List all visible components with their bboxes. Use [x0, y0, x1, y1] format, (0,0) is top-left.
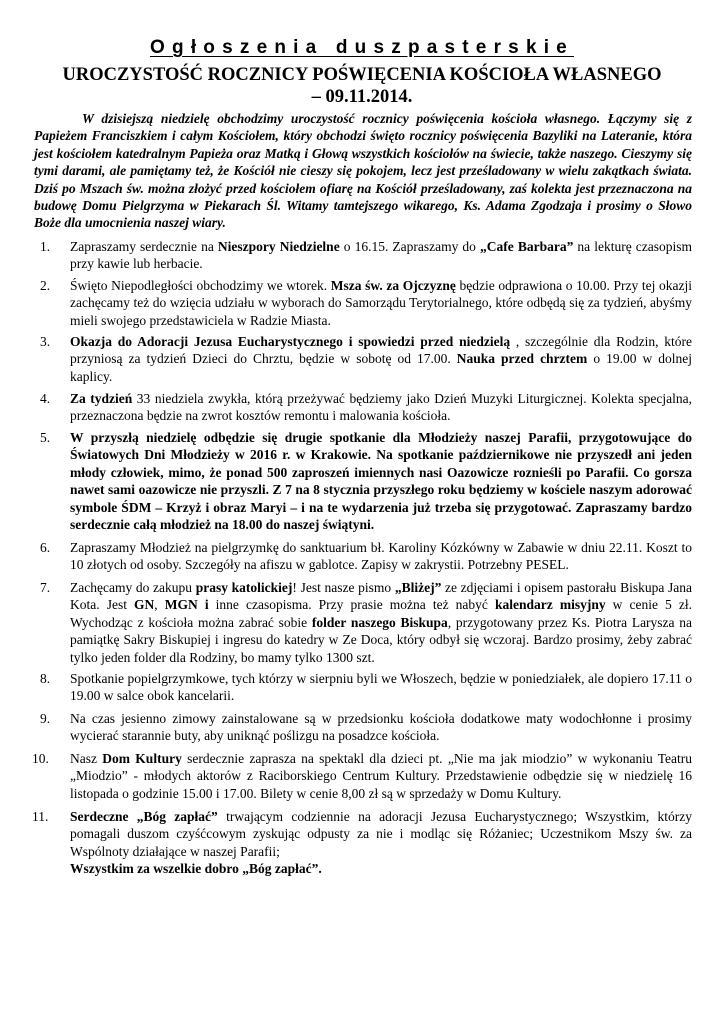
- text-segment: ze zdjęciami i opisem pastorału Biskupa Jana Kota. Jest: [70, 580, 692, 613]
- text-segment: o 19.00 w dolnej kaplicy.: [70, 351, 692, 384]
- feast-title-line2: – 09.11.2014.: [311, 87, 413, 107]
- item-number: 9.: [40, 711, 51, 726]
- item-text: [70, 429, 692, 533]
- bold-segment: Serdeczne „Bóg zapłać”: [70, 809, 218, 824]
- text-segment: 33 niedziela zwykła, którą przeżywać będziemy jako Dzień Muzyki Liturgicznej. Kolekta specjalna, przeznaczona będzie na zwrot kosztów remontu i malowania kościoła.: [70, 391, 692, 424]
- item-number: 1.: [40, 239, 51, 254]
- text-segment: Zachęcamy do zakupu: [70, 580, 196, 595]
- text-segment: trwającym codziennie na adoracji Jezusa Eucharystycznego; Wszystkim, którzy pomagali duszom czyśćcowym zyskując odpusty za nie i modląc się Różaniec; Uczestnikom Mszy św. za Wspólnoty działające w naszej Parafii;: [70, 809, 692, 859]
- item-text: [70, 390, 692, 425]
- bold-segment: Dom Kultury: [102, 751, 182, 766]
- bold-segment: „Bliżej”: [394, 580, 442, 595]
- item-number: 3.: [40, 334, 51, 349]
- bold-segment: Okazja do Adoracji Jezusa Eucharystycznego i spowiedzi przed niedzielą: [70, 334, 511, 349]
- bold-segment: prasy katolickiej: [195, 580, 293, 595]
- item-text: [70, 750, 692, 802]
- item-number: 7.: [40, 580, 51, 595]
- item-number: 2.: [40, 278, 51, 293]
- text-segment: Na czas jesienno zimowy zainstalowane są w przedsionku kościoła dodatkowe maty wodochłonne i prosimy wycierać starannie buty, aby uniknąć poślizgu na posadzce kościoła.: [70, 711, 692, 744]
- text-segment: Zapraszamy Młodzież na pielgrzymkę do sanktuarium bł. Karoliny Kózkówny w Zabawie w dniu 22.11. Koszt to 10 złotych od osoby. Szczegóły na afiszu w gablotce. Zapisy w zakrystii. Potrzebny PESEL.: [70, 540, 692, 573]
- text-segment: o 16.15. Zapraszamy do: [339, 239, 481, 254]
- item-text: [70, 238, 692, 273]
- item-text: [70, 539, 692, 574]
- bold-segment: W przyszłą niedzielę odbędzie się drugie spotkanie dla Młodzieży naszej Parafii, przygotowujące do Światowych Dni Młodzieży w 2016 r. w Krakowie. Na spotkanie październikowe nie przyszedł ani jeden młody człowiek, mimo, że ponad 500 zaproszeń imiennych nasi Oazowicze roznieśli po Parafii. Co gorsza nawet sami oazowicze nie przyszli. Z 7 na 8 stycznia przyszłego roku będziemy w kościele naszym adorować symbole ŚDM – Krzyż i obraz Maryi – i na te wydarzenia już trzeba się przygotować. Zapraszamy bardzo serdecznie całą młodzież na 18.00 do naszej świątyni.: [70, 430, 692, 533]
- text-segment: serdecznie zaprasza na spektakl dla dzieci pt. „Nie ma jak miodzio” w wykonaniu Teatru „Miodzio” - młodych aktorów z Raciborskiego Centrum Kultury. Przedstawienie odbędzie się w niedzielę 16 listopada o godzinie 15.00 i 17.00. Bilety w cenie 8,00 zł są w sprzedaży w Domu Kultury.: [70, 751, 693, 801]
- text-segment: Zapraszamy serdecznie na: [70, 239, 218, 254]
- text-segment: będzie odprawiona o 10.00. Przy tej okazji zachęcamy też do wzięcia udziału w wyborach do Samorządu Terytorialnego, które odbędą się za tydzień, abyśmy mieli swojego przedstawiciela w Radzie Miasta.: [70, 278, 692, 328]
- intro-text: W dzisiejszą niedzielę obchodzimy uroczystość rocznicy poświęcenia kościoła własnego. Łączymy się z Papieżem Franciszkiem i całym Kościołem, który obchodzi święto rocznicy poświęcenia Bazyliki na Lateranie, która jest kościołem katedralnym Papieża oraz Matką i Głową wszystkich kościołów na świecie, także naszego. Cieszymy się tymi darami, ale pamiętamy też, że Kościół nie cieszy się pokojem, lecz jest prześladowany w wielu zakątkach świata. Dziś po Mszach św. można złożyć przed kościołem ofiarę na Kościół prześladowany, zaś kolekta jest przeznaczona na budowę Domu Pielgrzyma w Piekarach Śl. Witamy tamtejszego wikarego, Ks. Adama Zgodzaja i prosimy o Słowo Boże dla umocnienia naszej wiary.: [34, 111, 692, 231]
- item-text: [70, 710, 692, 745]
- bold-segment: folder naszego Biskupa: [311, 614, 448, 630]
- item-text: [70, 333, 692, 385]
- intro-paragraph: [34, 110, 692, 232]
- text-segment: , przygotowany przez Ks. Piotra Larysza na pamiątkę Sakry Biskupiej i ingresu do katedry w Ze Doca, który odbył się wczoraj. Bardzo prosimy, żeby zabrać tylko jeden folder dla Rodziny, bo mamy tylko 1300 szt.: [70, 614, 692, 665]
- bold-segment: Nauka przed chrztem: [456, 351, 588, 367]
- text-segment: Nasz: [70, 751, 103, 766]
- feast-title: [24, 64, 700, 108]
- feast-title-line1: UROCZYSTOŚĆ ROCZNICY POŚWIĘCENIA KOŚCIOŁA WŁASNEGO: [62, 65, 662, 85]
- item-number: 4.: [40, 391, 51, 406]
- item-number: 5.: [40, 430, 51, 445]
- item-number: 11.: [32, 809, 49, 824]
- heading-text: Ogłoszenia duszpasterskie: [150, 37, 574, 58]
- page-heading: [0, 37, 724, 59]
- item-number: 10.: [32, 751, 49, 766]
- bold-segment: GN: [134, 597, 155, 613]
- item-number: 8.: [40, 671, 51, 686]
- text-segment: na lekturę czasopism przy kawie lub herbacie.: [70, 239, 692, 272]
- text-segment: , szczególnie dla Rodzin, które przyniosą za tydzień Dzieci do Chrztu, będzie w sobotę od 17.00.: [70, 334, 692, 367]
- text-segment: inne czasopisma. Przy prasie można też nabyć: [208, 597, 495, 613]
- item-number: 6.: [40, 540, 51, 555]
- item-text: [70, 808, 692, 878]
- item-text: [70, 277, 692, 329]
- text-segment: w cenie 5 zł. Wychodząc z kościoła można zabrać sobie: [70, 597, 693, 630]
- text-segment: Spotkanie popielgrzymkowe, tych którzy w sierpniu byli we Włoszech, będzie w poniedziałek, ale dopiero 17.11 o 19.00 w salce obok kancelarii.: [70, 671, 692, 704]
- text-segment: ,: [154, 597, 165, 613]
- bold-segment: kalendarz misyjny: [495, 597, 606, 613]
- bold-segment: Nieszpory Niedzielne: [217, 239, 340, 254]
- bold-segment: Za tydzień: [70, 391, 133, 406]
- bold-segment: MGN i: [164, 597, 209, 613]
- text-segment: ! Jest nasze pismo: [292, 580, 395, 595]
- bold-segment: Msza św. za Ojczyznę: [330, 278, 456, 293]
- bold-segment: „Cafe Barbara”: [480, 239, 574, 254]
- item-text: [70, 670, 692, 705]
- closing-thanks: Wszystkim za wszelkie dobro „Bóg zapłać”.: [70, 861, 322, 877]
- text-segment: Święto Niepodległości obchodzimy we wtorek.: [70, 278, 331, 293]
- item-text: [70, 579, 692, 666]
